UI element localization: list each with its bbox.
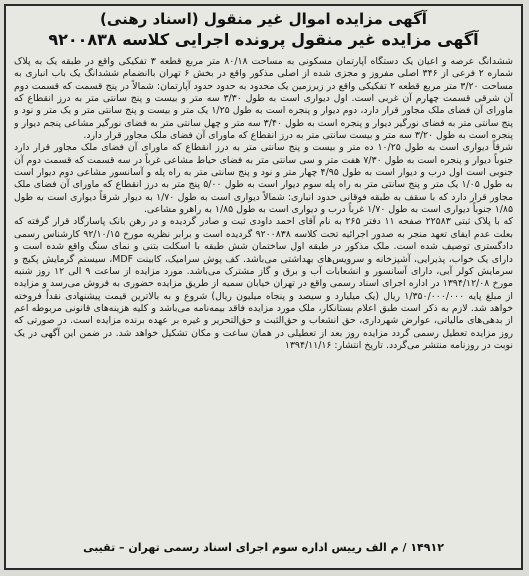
body-paragraph: که با پلاک ثبتی ۲۲۵۸۳ صفحه ۱۱ دفتر ۲۶۵ به نام آقای احمد داودی ثبت و صادر گردیده و در رهن بانک پاسارگاد قرار گرفته که بعلت عدم ایفای تعهد منجر به صدور اجرائیه تحت کلاسه ۹۲۰۰۸۳۸ گردیده است و برابر نظریه مورخ ۹۲/۱۰/۱۵ کارشناس رسمی دادگستری توصیف شده است. ملک مذکور در طبقه اول ساختمان شش طبقه با اسکلت بتنی و نمای سنگ واقع شده است و دارای یک خواب، پذیرایی، آشپزخانه و سرویس‌های بهداشتی می‌باشد. کف پوش سرامیک، کابینت MDF، سیستم گرمایش پکیج و سرمایش کولر آبی، دارای آسانسور و انشعابات آب و برق و گاز مشترک می‌باشد. مورد مزایده از ساعت ۹ الی ۱۲ روز شنبه مورخ ۱۳۹۴/۱۲/۰۸ در اداره اجرای اسناد رسمی واقع در تهران خیابان سمیه از طریق مزایده حضوری به فروش می‌رسد و مزایده از مبلغ پایه ۱/۳۵۰/۰۰۰/۰۰۰ ریال (یک میلیارد و سیصد و پنجاه میلیون ریال) شروع و به بالاترین قیمت پیشنهادی نقداً فروخته خواهد شد. لازم به ذکر است طبق اعلام بستانکار، ملک مورد مزایده فاقد بیمه‌نامه می‌باشد و کلیه هزینه‌های قانونی مربوطه اعم از بدهی‌های مالیاتی، عوارض شهرداری، حق انشعاب و حق‌الثبت و حق‌التحریر و غیره بر عهده برنده مزایده است. در صورتی که روز مزایده تعطیل رسمی گردد مزایده روز بعد از تعطیلی در همان ساعت و مکان تشکیل خواهد شد. در ضمن این آگهی در یک نوبت در روزنامه منتشر می‌گردد. تاریخ انتشار: ۱۳۹۴/۱۱/۱۶ — [14, 216, 513, 351]
notice-footer: ۱۴۹۱۲ / م الف رییس اداره سوم اجرای اسناد رسمی تهران – تقیبی — [83, 541, 444, 554]
notice-title: آگهی مزایده اموال غیر منقول (اسناد رهنی) — [100, 10, 427, 28]
body-paragraph: شرقاً دیواری است به طول ۱۰/۲۵ ده متر و بیست و پنج سانتی متر به درز انقطاع که ماورای آن فضای ملک مجاور قرار دارد جنوباً دیوار و پنجره است به طول ۷/۳۰ هفت متر و سی سانتی متر به فضای حیاط مشاعی غرباً در سه قسمت که قسمت دوم آن جنوبی است اول درب و دیوار است به طول ۴/۹۵ چهار متر و نود و پنج سانتی متر به راه پله و آسانسور مشاعی دوم دیوار است به طول ۱/۰۵ یک متر و پنج سانتی متر به راه پله سوم دیوار است به طول ۵/۰۰ پنج متر به درز انقطاع که ماورای آن فضای ملک مجاور قرار دارد که با سقف به طبقه فوقانی حدود انباری: شمالاً دیواری است به طول ۱/۷۰ به دیوار شرقاً دیواری است به طول ۱/۸۵ جنوباً دیواری است به طول ۱/۷۰ غرباً درب و دیواری است به طول ۱/۸۵ به راهرو مشاعی. — [14, 142, 513, 216]
notice-frame — [4, 4, 523, 570]
body-paragraph: ششدانگ عرصه و اعیان یک دستگاه آپارتمان مسکونی به مساحت ۸۰/۱۸ متر مربع قطعه ۳ تفکیکی واقع در طبقه یک به پلاک شماره ۲ فرعی از ۳۴۶ اصلی مفروز و مجزی شده از اصلی مذکور واقع در بخش ۶ تهران باانضمام ششدانگ یک باب انباری به مساحت ۳/۲۰ متر مربع قطعه ۲ تفکیکی واقع در زیرزمین یک محدود به حدود حدود آپارتمان: شمالاً در پنج قسمت که قسمت دوم آن شرقی قسمت چهارم آن غربی است. اول دیواری است به طول ۳/۳۰ سه متر و بیست و پنج سانتی متر به درز انقطاع که ماورای آن فضای ملک مجاور قرار دارد، دوم دیوار و پنجره است به طول ۱/۲۵ یک متر و بیست و پنج سانتی متر و یک متر و نود و پنج سانتی متر به فضای نورگیر دیوار و پنجره است به طول ۳/۴۰ سه متر و چهل سانتی متر به فضای نورگیر مشاعی پنجم دیوار و پنجره است به طول ۳/۲۰ سه متر و بیست سانتی متر به درز انقطاع که ماورای آن فضای ملک مجاور قرار دارد. — [14, 56, 513, 142]
notice-body — [14, 56, 513, 522]
notice-subtitle: آگهی مزایده غیر منقول پرونده اجرایی کلاسه ۹۲۰۰۸۳۸ — [48, 30, 479, 49]
